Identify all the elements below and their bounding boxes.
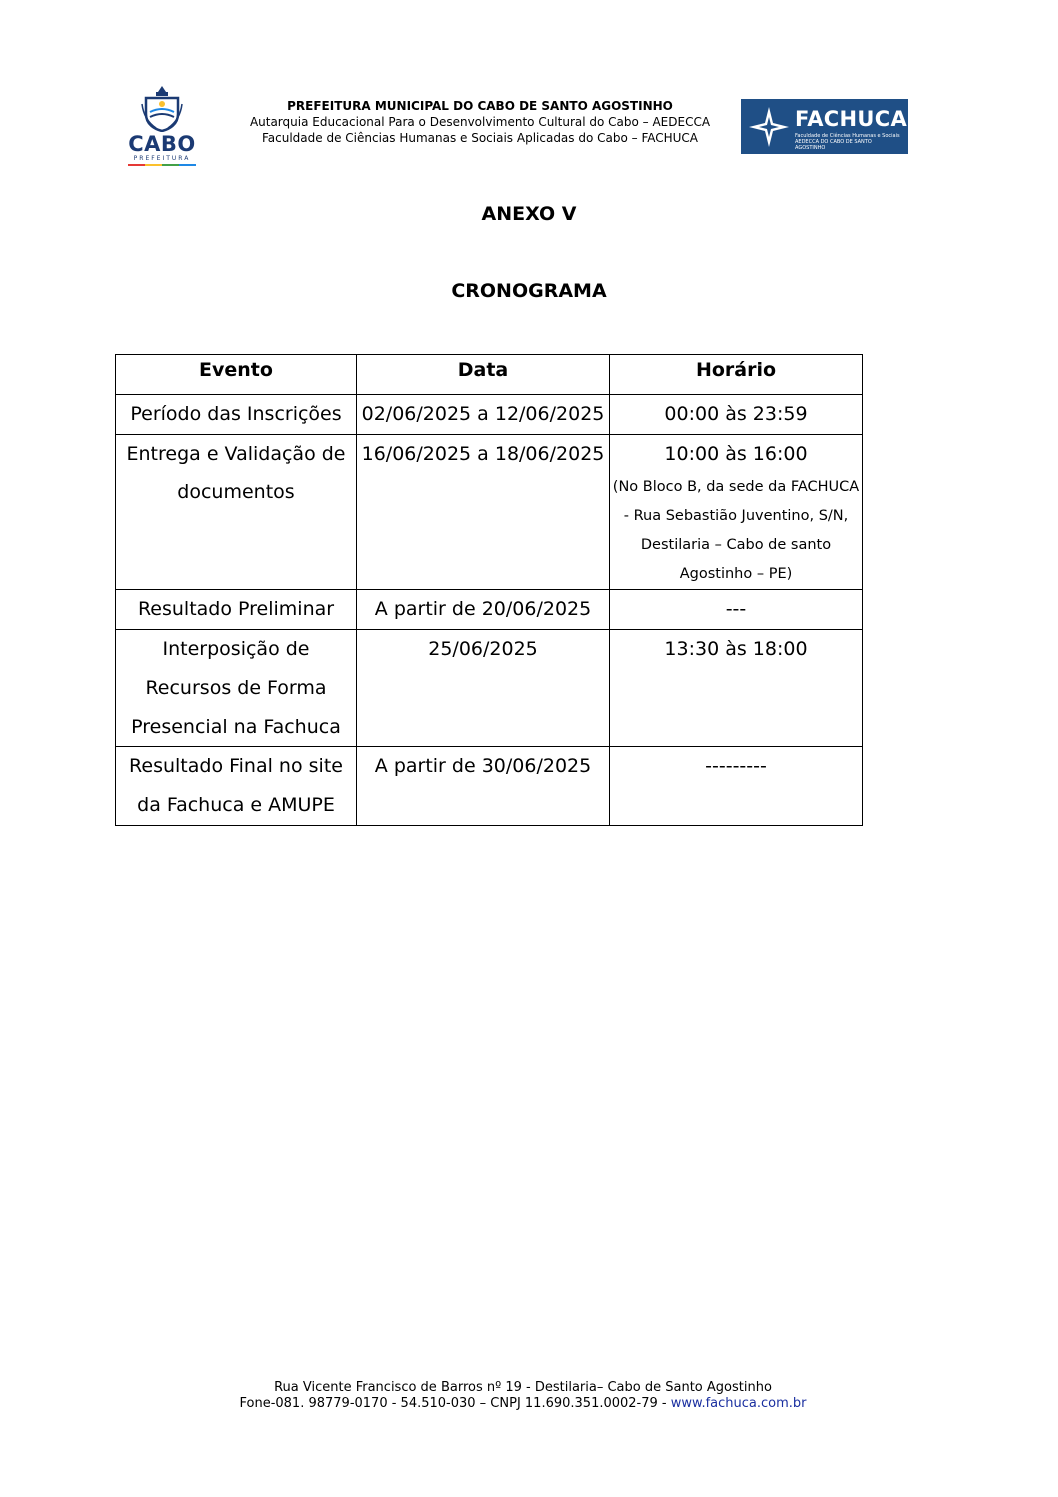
location-note (612, 473, 860, 589)
prefeitura-logo-subtext: PREFEITURA (133, 155, 191, 162)
location-note-line: (No Bloco B, da sede da FACHUCA (612, 479, 860, 496)
cell-evento (116, 747, 357, 825)
evento-line: Recursos de Forma (145, 676, 327, 699)
footer-address: Rua Vicente Francisco de Barros nº 19 - Destilaria– Cabo de Santo Agostinho (274, 1380, 772, 1395)
table-row (116, 630, 863, 747)
table-header-row (116, 355, 863, 395)
cell-evento (116, 395, 357, 435)
column-header-data: Data (357, 355, 610, 395)
evento-line: Resultado Preliminar (137, 598, 335, 621)
fachuca-logo (741, 99, 908, 154)
cell-evento (116, 630, 357, 747)
cell-data: 16/06/2025 a 18/06/2025 (357, 434, 610, 590)
cell-horario (610, 434, 863, 590)
column-header-horario: Horário (610, 355, 863, 395)
coat-of-arms-icon (140, 84, 184, 132)
evento-line: Presencial na Fachuca (131, 715, 341, 738)
evento-line: Interposição de (162, 638, 310, 661)
cell-horario: 00:00 às 23:59 (610, 395, 863, 435)
page-footer (0, 1380, 1046, 1412)
footer-contact-text: Fone-081. 98779-0170 - 54.510-030 – CNPJ 11.690.351.0002-79 - (239, 1396, 671, 1411)
fachuca-logo-tagline: Faculdade de Ciências Humanas e Sociais AEDECCA DO CABO DE SANTO AGOSTINHO (795, 133, 900, 151)
letterhead-line-1: PREFEITURA MUNICIPAL DO CABO DE SANTO AGOSTINHO (287, 99, 673, 113)
evento-line: Entrega e Validação de (126, 442, 346, 465)
location-note-line: Destilaria – Cabo de santo (640, 537, 832, 554)
letterhead-line-2: Autarquia Educacional Para o Desenvolvimento Cultural do Cabo – AEDECCA (249, 115, 711, 129)
cell-evento (116, 434, 357, 590)
website-link[interactable]: www.fachuca.com.br (670, 1396, 807, 1411)
star-emblem-icon (749, 107, 789, 147)
table-row (116, 434, 863, 590)
cell-data: A partir de 20/06/2025 (357, 590, 610, 630)
evento-line: documentos (177, 481, 295, 504)
letterhead-line-3: Faculdade de Ciências Humanas e Sociais Aplicadas do Cabo – FACHUCA (261, 131, 699, 145)
cell-data: 25/06/2025 (357, 630, 610, 747)
cabo-prefeitura-logo (122, 84, 202, 168)
cell-data: A partir de 30/06/2025 (357, 747, 610, 825)
schedule-title: CRONOGRAMA (451, 280, 607, 302)
location-note-line: Agostinho – PE) (679, 566, 793, 583)
footer-contact (0, 1396, 1046, 1412)
cell-data: 02/06/2025 a 12/06/2025 (357, 395, 610, 435)
evento-line: Período das Inscrições (130, 403, 342, 425)
location-note-line: - Rua Sebastião Juventino, S/N, (623, 508, 849, 525)
cell-horario: 13:30 às 18:00 (610, 630, 863, 747)
table-row (116, 590, 863, 630)
cell-evento (116, 590, 357, 630)
fachuca-logo-word: FACHUCA (795, 107, 907, 131)
table-row (116, 747, 863, 825)
column-header-evento: Evento (116, 355, 357, 395)
table-row (116, 395, 863, 435)
annex-title: ANEXO V (481, 203, 577, 225)
schedule-table (115, 354, 863, 826)
cell-horario: --------- (610, 747, 863, 825)
evento-line: da Fachuca e AMUPE (137, 793, 335, 816)
cell-horario: --- (610, 590, 863, 630)
logo-color-stripe (128, 164, 196, 166)
evento-line: Resultado Final no site (129, 755, 343, 778)
cabo-logo-word: CABO (128, 132, 196, 156)
horario-value: 10:00 às 16:00 (664, 442, 808, 465)
letterhead (230, 98, 730, 146)
